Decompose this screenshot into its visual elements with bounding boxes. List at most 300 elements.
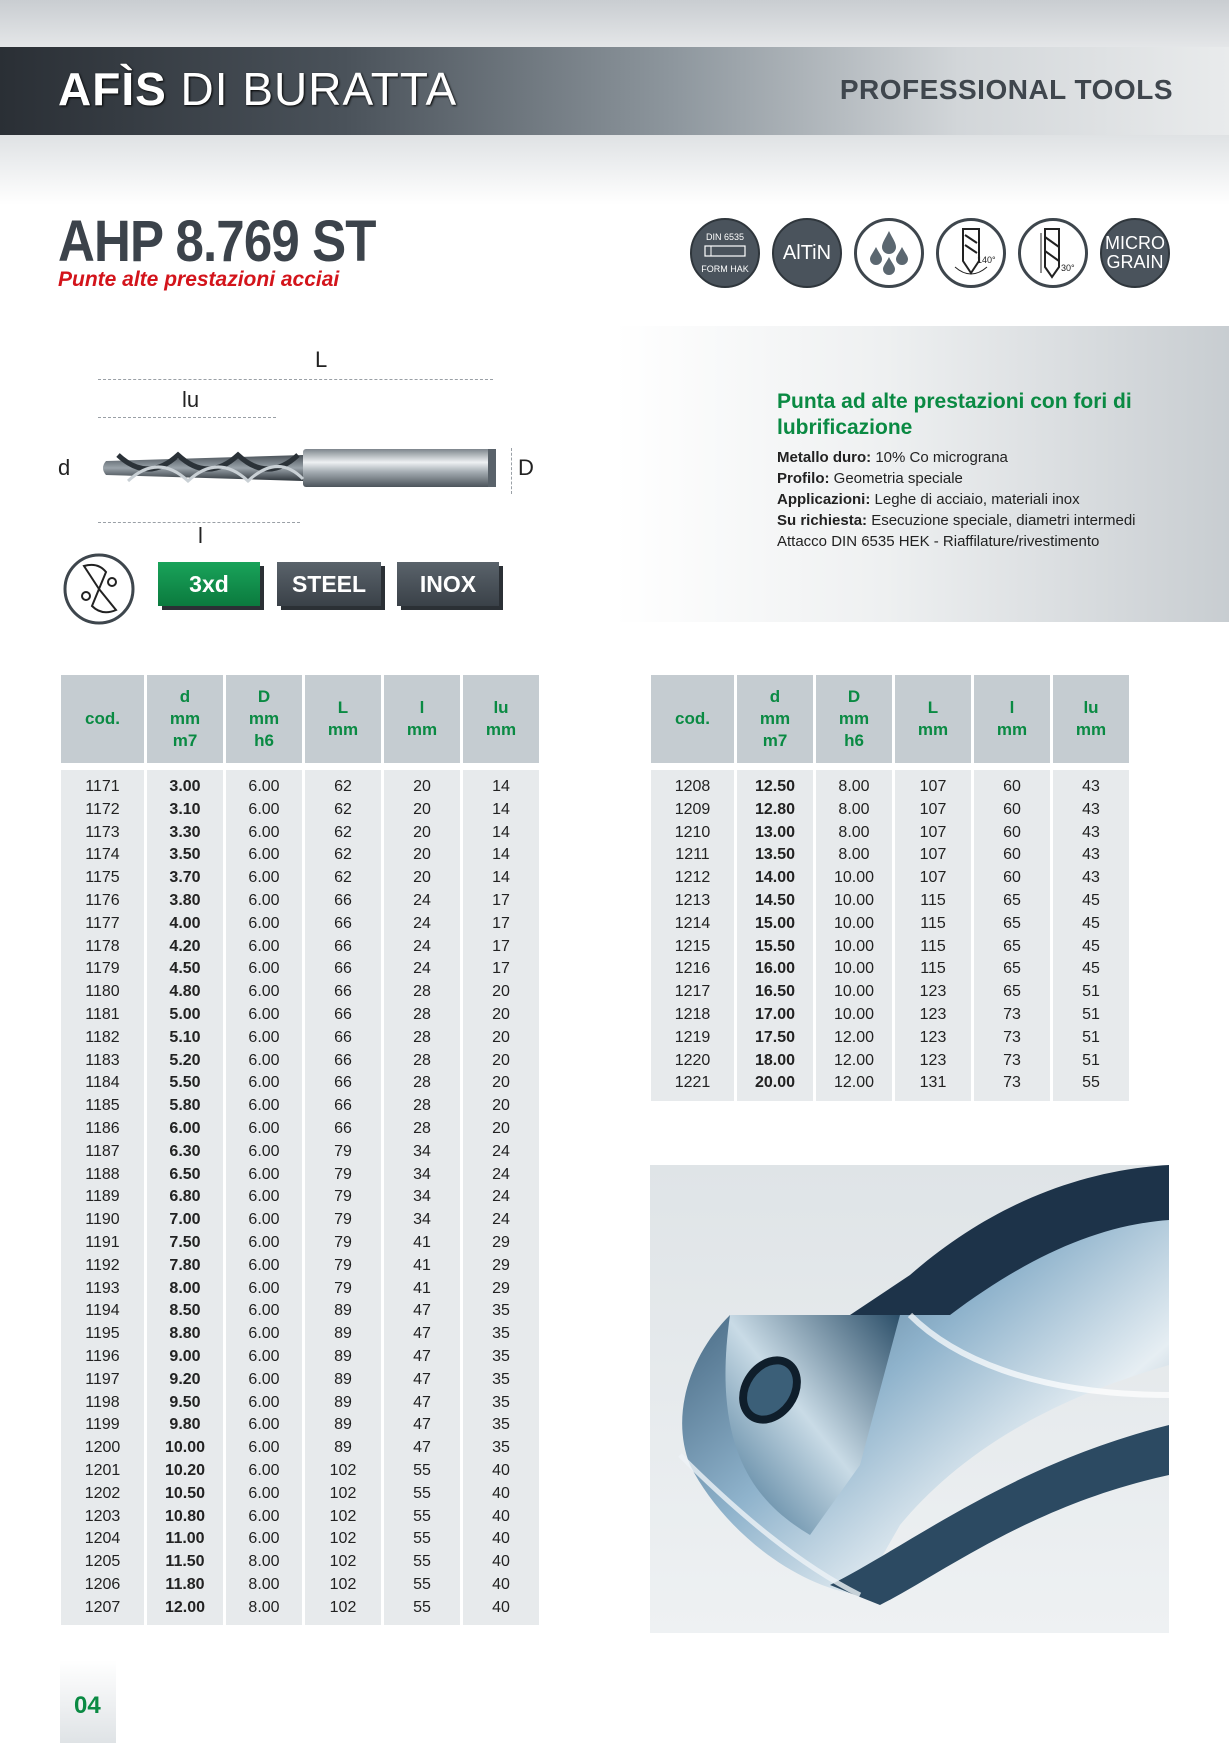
table-cell: 115: [920, 891, 946, 909]
table-cell: 1174: [85, 846, 120, 864]
header-cell: [147, 675, 223, 763]
table-cell: 4.20: [169, 937, 201, 955]
table-cell: 6.00: [248, 1393, 280, 1411]
table-cell: 89: [334, 1393, 352, 1411]
dimensions-table-left: [61, 675, 542, 1625]
table-cell: 24: [413, 891, 431, 909]
table-cell: 4.00: [169, 914, 201, 932]
header-cell: [1053, 675, 1129, 763]
table-cell: 40: [492, 1598, 510, 1616]
table-cell: 89: [334, 1302, 352, 1320]
table-cell: 20: [413, 823, 431, 841]
table-cell: 35: [492, 1302, 510, 1320]
angle-30-label: 30°: [1061, 263, 1075, 273]
table-cell: 6.00: [248, 1005, 280, 1023]
table-cell: 6.00: [248, 1119, 280, 1137]
table-cell: 10.00: [833, 937, 875, 955]
table-cell: 34: [413, 1165, 431, 1183]
table-cell: 8.80: [169, 1325, 201, 1343]
shank-icon: [703, 243, 747, 259]
table-cell: 73: [1003, 1074, 1021, 1092]
table-cell: 5.80: [169, 1097, 201, 1115]
table-cell: 66: [334, 1005, 352, 1023]
table-cell: 1175: [85, 869, 120, 887]
table-cell: 62: [334, 800, 352, 818]
table-column: [974, 770, 1050, 1101]
header-text: D: [847, 687, 861, 706]
table-cell: 6.00: [248, 1416, 280, 1434]
table-cell: 51: [1082, 1028, 1100, 1046]
table-cell: 35: [492, 1416, 510, 1434]
table-cell: 10.50: [164, 1484, 206, 1502]
header-cell: [305, 675, 381, 763]
table-cell: 24: [413, 914, 431, 932]
header-text: L: [337, 698, 349, 717]
table-cell: 8.50: [169, 1302, 201, 1320]
header-text: mm: [996, 720, 1028, 739]
table-cell: 62: [334, 778, 352, 795]
table-cell: 60: [1003, 869, 1021, 887]
table-cell: 65: [1003, 937, 1021, 955]
header-text: d: [179, 687, 191, 706]
table-cell: 1191: [85, 1233, 120, 1251]
header-cell: [61, 675, 144, 763]
table-cell: 6.00: [248, 983, 280, 1001]
table-cell: 8.00: [248, 1553, 280, 1571]
table-cell: 7.00: [169, 1211, 201, 1229]
table-cell: 45: [1082, 960, 1100, 978]
header-text: lu: [493, 698, 509, 717]
header-cell: [651, 675, 734, 763]
table-cell: 60: [1003, 823, 1021, 841]
table-cell: 55: [413, 1484, 431, 1502]
table-cell: 73: [1003, 1028, 1021, 1046]
table-cell: 1215: [674, 937, 711, 955]
table-cell: 6.00: [248, 823, 280, 841]
table-cell: 3.50: [169, 846, 201, 864]
table-cell: 20: [492, 1005, 510, 1023]
table-cell: 62: [334, 846, 352, 864]
table-cell: 89: [334, 1325, 352, 1343]
header-text: l: [419, 698, 425, 717]
table-cell: 45: [1082, 891, 1100, 909]
table-cell: 20: [492, 1074, 510, 1092]
spec-profilo: Profilo: Geometria speciale: [777, 470, 963, 487]
table-cell: 6.00: [248, 1188, 280, 1206]
page-number: 04: [74, 1692, 101, 1719]
table-cell: 11.80: [165, 1575, 205, 1593]
table-cell: 14.50: [754, 891, 796, 909]
table-cell: 6.00: [248, 937, 280, 955]
tagline: PROFESSIONAL TOOLS: [839, 74, 1173, 105]
point-angle-140-icon: [936, 218, 1006, 288]
table-cell: 9.00: [169, 1347, 201, 1365]
table-cell: 20: [413, 869, 431, 887]
table-cell: 6.00: [248, 1507, 280, 1525]
table-cell: 1186: [85, 1119, 120, 1137]
table-cell: 20: [492, 983, 510, 1001]
table-cell: 24: [413, 937, 431, 955]
table-cell: 1208: [674, 778, 711, 795]
table-cell: 47: [413, 1347, 431, 1365]
table-cell: 1216: [674, 960, 711, 978]
table-cell: 6.00: [248, 1484, 280, 1502]
dim-label-lu: lu: [182, 387, 200, 412]
header-text: cod.: [85, 709, 120, 728]
table-body: [651, 770, 1132, 1101]
header-text: mm: [406, 720, 438, 739]
table-cell: 43: [1082, 869, 1100, 887]
table-cell: 24: [492, 1211, 510, 1229]
lubrication-drops-icon: [854, 218, 924, 288]
table-cell: 3.10: [169, 800, 201, 818]
table-header: [61, 675, 542, 763]
table-cell: 16.00: [754, 960, 796, 978]
table-cell: 1172: [85, 800, 120, 818]
header-cell: [226, 675, 302, 763]
table-cell: 12.50: [754, 778, 796, 795]
table-cell: 60: [1003, 800, 1021, 818]
table-cell: 9.80: [169, 1416, 201, 1434]
table-cell: 6.00: [248, 914, 280, 932]
table-cell: 28: [413, 1097, 431, 1115]
table-cell: 1189: [85, 1188, 120, 1206]
table-cell: 6.00: [248, 869, 280, 887]
header-cell: [737, 675, 813, 763]
table-cell: 28: [413, 1074, 431, 1092]
table-cell: 45: [1082, 937, 1100, 955]
inox-tag: INOX: [397, 562, 499, 606]
table-cell: 43: [1082, 778, 1100, 795]
table-cell: 13.50: [754, 846, 796, 864]
table-cell: 6.00: [248, 1051, 280, 1069]
table-cell: 102: [329, 1553, 357, 1571]
table-body: [61, 770, 542, 1625]
din-bottom-label: FORM HAK: [701, 263, 749, 274]
table-cell: 1181: [85, 1005, 120, 1023]
table-cell: 40: [492, 1575, 510, 1593]
table-cell: 1219: [674, 1028, 711, 1046]
table-column: [737, 770, 813, 1101]
table-cell: 10.00: [833, 960, 875, 978]
header-text: d: [769, 687, 781, 706]
product-subtitle: Punte alte prestazioni acciai: [58, 268, 340, 291]
table-cell: 14: [492, 778, 510, 795]
table-cell: 66: [334, 937, 352, 955]
table-cell: 8.00: [838, 846, 870, 864]
table-cell: 107: [919, 869, 947, 887]
header-text: mm: [1075, 720, 1107, 739]
table-cell: 8.00: [838, 823, 870, 841]
table-column: [147, 770, 223, 1625]
table-cell: 47: [413, 1325, 431, 1343]
table-cell: 6.00: [248, 846, 280, 864]
table-cell: 51: [1082, 983, 1100, 1001]
header-cell: [895, 675, 971, 763]
helix-angle-30-icon: [1018, 218, 1088, 288]
table-cell: 6.00: [169, 1119, 201, 1137]
table-cell: 17: [492, 891, 510, 909]
table-cell: 17.00: [754, 1005, 796, 1023]
table-cell: 1182: [85, 1028, 120, 1046]
table-cell: 65: [1003, 914, 1021, 932]
table-cell: 28: [413, 1028, 431, 1046]
table-cell: 8.00: [169, 1279, 201, 1297]
table-cell: 89: [334, 1439, 352, 1457]
table-cell: 6.00: [248, 1439, 280, 1457]
table-cell: 1195: [85, 1325, 120, 1343]
table-cell: 79: [334, 1279, 352, 1297]
micro-grain-badge: [1100, 218, 1170, 288]
table-cell: 6.00: [248, 1028, 280, 1046]
header-text: mm: [759, 709, 791, 728]
table-cell: 89: [334, 1416, 352, 1434]
table-cell: 47: [413, 1302, 431, 1320]
table-cell: 1185: [85, 1097, 120, 1115]
table-cell: 6.00: [248, 1347, 280, 1365]
altin-badge: [772, 218, 842, 288]
table-cell: 40: [492, 1484, 510, 1502]
table-cell: 66: [334, 960, 352, 978]
table-cell: 11.00: [165, 1530, 205, 1548]
table-cell: 107: [919, 778, 947, 795]
table-cell: 6.00: [248, 960, 280, 978]
header-cell: [463, 675, 539, 763]
table-cell: 6.80: [169, 1188, 201, 1206]
table-cell: 24: [492, 1142, 510, 1160]
dim-line-L: [98, 379, 493, 380]
table-cell: 79: [334, 1188, 352, 1206]
table-cell: 24: [413, 960, 431, 978]
table-cell: 55: [413, 1553, 431, 1571]
table-cell: 20: [413, 800, 431, 818]
brand-logo: AFÌS DI BURATTA: [58, 63, 458, 115]
table-cell: 3.00: [169, 778, 201, 795]
table-cell: 55: [1082, 1074, 1100, 1092]
table-cell: 102: [329, 1461, 357, 1479]
table-cell: 123: [919, 983, 947, 1001]
table-cell: 115: [920, 937, 946, 955]
table-cell: 79: [334, 1211, 352, 1229]
table-cell: 1218: [674, 1005, 711, 1023]
table-cell: 1190: [85, 1211, 120, 1229]
table-cell: 29: [492, 1233, 510, 1251]
altin-label: AlTiN: [782, 241, 832, 264]
table-cell: 1183: [85, 1051, 120, 1069]
table-cell: 11.50: [165, 1553, 205, 1571]
table-cell: 1196: [85, 1347, 120, 1365]
header-cell: [974, 675, 1050, 763]
table-cell: 1217: [674, 983, 711, 1001]
table-cell: 102: [329, 1598, 357, 1616]
table-cell: 12.00: [833, 1074, 875, 1092]
table-cell: 6.00: [248, 1530, 280, 1548]
table-column: [226, 770, 302, 1625]
table-cell: 28: [413, 983, 431, 1001]
table-cell: 79: [334, 1256, 352, 1274]
table-cell: 107: [919, 800, 947, 818]
table-cell: 28: [413, 1005, 431, 1023]
table-cell: 7.50: [169, 1233, 201, 1251]
table-cell: 6.00: [248, 1097, 280, 1115]
table-cell: 41: [413, 1256, 431, 1274]
table-cell: 1221: [674, 1074, 711, 1092]
header-text: mm: [917, 720, 949, 739]
table-cell: 20: [492, 1051, 510, 1069]
table-cell: 35: [492, 1439, 510, 1457]
table-cell: 10.00: [833, 1005, 875, 1023]
table-cell: 123: [919, 1028, 947, 1046]
table-cell: 1180: [85, 983, 120, 1001]
table-cell: 1202: [84, 1484, 121, 1502]
table-cell: 3.30: [169, 823, 201, 841]
table-cell: 9.20: [169, 1370, 201, 1388]
table-cell: 20: [492, 1097, 510, 1115]
dimensions-table-right: [651, 675, 1132, 1101]
page-number-box: [60, 1660, 116, 1743]
dim-label-L: L: [315, 347, 328, 372]
table-cell: 14: [492, 823, 510, 841]
table-cell: 62: [334, 869, 352, 887]
table-cell: 4.80: [169, 983, 201, 1001]
table-cell: 6.00: [248, 1302, 280, 1320]
table-cell: 15.50: [754, 937, 796, 955]
table-cell: 43: [1082, 800, 1100, 818]
table-cell: 1171: [85, 778, 120, 795]
table-cell: 1209: [674, 800, 711, 818]
table-cell: 29: [492, 1279, 510, 1297]
table-cell: 1205: [84, 1553, 121, 1571]
table-cell: 34: [413, 1142, 431, 1160]
table-cell: 6.00: [248, 1211, 280, 1229]
table-cell: 12.00: [164, 1598, 206, 1616]
table-cell: 6.00: [248, 1165, 280, 1183]
table-cell: 55: [413, 1530, 431, 1548]
table-cell: 13.00: [754, 823, 796, 841]
header-text: lu: [1083, 698, 1099, 717]
table-cell: 107: [919, 846, 947, 864]
table-cell: 51: [1082, 1005, 1100, 1023]
table-cell: 6.00: [248, 1370, 280, 1388]
table-cell: 102: [329, 1530, 357, 1548]
table-cell: 79: [334, 1165, 352, 1183]
spec-richiesta: Su richiesta: Esecuzione speciale, diametri intermedi: [777, 512, 1136, 529]
table-cell: 8.00: [838, 800, 870, 818]
dim-label-l: l: [198, 523, 203, 548]
table-cell: 1177: [85, 914, 120, 932]
table-cell: 41: [413, 1233, 431, 1251]
table-cell: 123: [919, 1005, 947, 1023]
table-cell: 55: [413, 1575, 431, 1593]
table-cell: 1178: [85, 937, 120, 955]
table-cell: 1197: [85, 1370, 120, 1388]
table-cell: 6.30: [169, 1142, 201, 1160]
table-cell: 6.00: [248, 1233, 280, 1251]
table-cell: 17: [492, 937, 510, 955]
table-cell: 41: [413, 1279, 431, 1297]
angle-140-label: 140°: [977, 255, 996, 265]
table-cell: 65: [1003, 983, 1021, 1001]
table-cell: 1220: [674, 1051, 711, 1069]
drill-illustration: [98, 443, 508, 493]
table-cell: 60: [1003, 846, 1021, 864]
table-cell: 8.00: [838, 778, 870, 795]
table-cell: 66: [334, 914, 352, 932]
table-cell: 10.00: [833, 891, 875, 909]
table-cell: 123: [919, 1051, 947, 1069]
table-cell: 89: [334, 1347, 352, 1365]
table-cell: 16.50: [754, 983, 796, 1001]
table-cell: 55: [413, 1507, 431, 1525]
table-cell: 6.00: [248, 1256, 280, 1274]
table-column: [895, 770, 971, 1101]
table-cell: 40: [492, 1530, 510, 1548]
table-cell: 131: [919, 1074, 947, 1092]
table-cell: 10.00: [833, 983, 875, 1001]
header-text: h6: [844, 731, 864, 750]
table-cell: 66: [334, 1119, 352, 1137]
header-text: h6: [254, 731, 274, 750]
table-cell: 6.00: [248, 1074, 280, 1092]
header-text: cod.: [675, 709, 710, 728]
table-cell: 1207: [84, 1598, 121, 1616]
table-cell: 1176: [85, 891, 120, 909]
description-heading: Punta ad alte prestazioni con fori di lubrificazione: [777, 390, 1132, 439]
table-cell: 62: [334, 823, 352, 841]
table-column: [61, 770, 144, 1625]
table-cell: 35: [492, 1393, 510, 1411]
table-cell: 73: [1003, 1005, 1021, 1023]
table-cell: 65: [1003, 891, 1021, 909]
table-cell: 1201: [84, 1461, 121, 1479]
table-cell: 102: [329, 1507, 357, 1525]
table-cell: 66: [334, 983, 352, 1001]
table-cell: 35: [492, 1325, 510, 1343]
dim-label-D: D: [518, 455, 534, 480]
table-cell: 6.00: [248, 1279, 280, 1297]
table-cell: 89: [334, 1370, 352, 1388]
table-cell: 1199: [85, 1416, 120, 1434]
table-cell: 35: [492, 1347, 510, 1365]
table-cell: 66: [334, 1028, 352, 1046]
table-cell: 1192: [85, 1256, 120, 1274]
table-cell: 55: [413, 1598, 431, 1616]
table-cell: 1213: [674, 891, 711, 909]
header-text: l: [1009, 698, 1015, 717]
table-cell: 14.00: [754, 869, 796, 887]
table-cell: 5.00: [169, 1005, 201, 1023]
table-cell: 65: [1003, 960, 1021, 978]
table-cell: 6.00: [248, 800, 280, 818]
table-column: [651, 770, 734, 1101]
table-cell: 24: [492, 1165, 510, 1183]
table-cell: 17.50: [754, 1028, 796, 1046]
table-cell: 1200: [84, 1439, 121, 1457]
table-cell: 55: [413, 1461, 431, 1479]
table-cell: 1188: [85, 1165, 120, 1183]
top-strip: [0, 0, 1229, 47]
table-cell: 12.00: [833, 1051, 875, 1069]
table-cell: 20: [492, 1028, 510, 1046]
table-cell: 43: [1082, 846, 1100, 864]
table-cell: 20.00: [754, 1074, 796, 1092]
table-cell: 1184: [85, 1074, 120, 1092]
table-cell: 66: [334, 1051, 352, 1069]
table-cell: 102: [329, 1575, 357, 1593]
table-cell: 6.00: [248, 778, 280, 795]
table-cell: 7.80: [169, 1256, 201, 1274]
table-cell: 66: [334, 1074, 352, 1092]
